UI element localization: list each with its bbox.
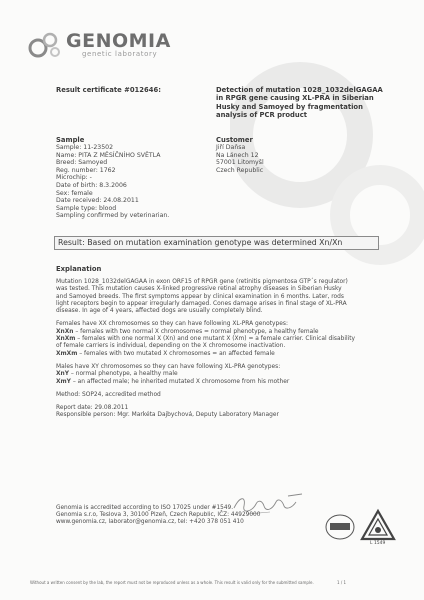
footer-line: www.genomia.cz, laborator@genomia.cz, tel: +420 378 051 410 bbox=[56, 519, 244, 526]
genotype-text: – an affected male; he inherited mutated X chromosome from his mother bbox=[70, 378, 290, 385]
badge-label: L 1549 bbox=[370, 541, 386, 546]
report-info bbox=[56, 405, 386, 420]
method-line: Method: SOP24, accredited method bbox=[56, 391, 161, 398]
sample-line: Sample type: blood bbox=[56, 204, 117, 212]
sample-line: Reg. number: 1762 bbox=[56, 166, 116, 174]
genotype-text: – normal phenotype, a healthy male bbox=[69, 371, 178, 378]
females-paragraph bbox=[56, 321, 386, 357]
fineprint bbox=[30, 580, 400, 585]
sample-section bbox=[56, 136, 169, 220]
intro-line: and Samoyed breeds. The first symptoms appear by clinical examination in 6 months. Later, rods bbox=[56, 293, 344, 300]
intro-line: was tested. This mutation causes X-linked progressive retinal atrophy diseases in Siberian Husky bbox=[56, 286, 342, 293]
brand-tagline: genetic laboratory bbox=[82, 50, 158, 58]
customer-line: Jiří Daňsa bbox=[216, 144, 246, 151]
ilac-mra-icon bbox=[326, 515, 354, 539]
footer-line: Genomia is accredited according to ISO 17025 under #1549. bbox=[56, 505, 234, 511]
genomia-logo-icon bbox=[28, 30, 62, 60]
sample-line: Date received: 24.08.2011 bbox=[56, 197, 139, 205]
intro-line: light receptors begin to appear irregularly damaged. Cones damage arises in final stage of XL-PRA bbox=[56, 300, 347, 307]
page-number: 1 / 1 bbox=[337, 580, 347, 585]
test-description: Detection of mutation 1028_1032delGAGAA in RPGR gene causing XL-PRA in Siberian Husky and Samoyed by fragmentation analysis of PCR product bbox=[216, 86, 383, 120]
sample-line: Name: PITA Z MĚSÍČNÍHO SVĚTLA bbox=[56, 151, 161, 159]
genotype-code: XmY bbox=[56, 378, 71, 385]
genomia-logo bbox=[28, 30, 171, 60]
accreditation-badges bbox=[320, 505, 400, 550]
sample-line: Sample: 11-23502 bbox=[56, 144, 114, 151]
females-continuation: of female carriers is individual, depending on the X chromosome inactivation. bbox=[56, 343, 286, 350]
genotype-code: XnY bbox=[56, 371, 70, 378]
females-intro: Females have XX chromosomes so they can have following XL-PRA genotypes: bbox=[56, 321, 288, 328]
brand-name: GENOMIA bbox=[66, 30, 171, 52]
customer-heading: Customer bbox=[216, 136, 253, 144]
sample-heading: Sample bbox=[56, 136, 85, 144]
certificate-number: Result certificate #012646: bbox=[56, 86, 161, 94]
sample-line: Sampling confirmed by veterinarian. bbox=[56, 212, 170, 220]
males-paragraph bbox=[56, 364, 386, 386]
genotype-code: XmXm bbox=[56, 350, 78, 357]
explanation-section bbox=[56, 265, 386, 426]
report-date: Report date: 29.08.2011 bbox=[56, 405, 129, 412]
genotype-text: – females with two mutated X chromosomes = an affected female bbox=[77, 350, 275, 357]
footer-line: Genomia s.r.o, Teslova 3, 30100 Plzeň, Czech Republic, IČZ: 44929000 bbox=[56, 512, 261, 519]
sample-line: Breed: Samoyed bbox=[56, 159, 108, 167]
sample-line: Date of birth: 8.3.2006 bbox=[56, 181, 127, 189]
genotype-code: XnXm bbox=[56, 336, 76, 343]
result-box: Result: Based on mutation examination genotype was determined Xn/Xn bbox=[54, 236, 379, 250]
customer-section bbox=[216, 136, 264, 174]
intro-paragraph bbox=[56, 279, 386, 315]
intro-line: Mutation 1028_1032delGAGAA in exon ORF15 of RPGR gene (retinitis pigmentosa GTP´s regulator) bbox=[56, 279, 348, 285]
customer-line: Na Lánech 12 bbox=[216, 151, 259, 159]
genotype-text: – females with one normal X (Xn) and one mutant X (Xm) = a female carrier. Clinical disability bbox=[75, 336, 356, 343]
cia-triangle-icon bbox=[362, 511, 394, 539]
sample-line: Microchip: - bbox=[56, 174, 92, 182]
customer-line: 57001 Litomyšl bbox=[216, 159, 264, 167]
intro-line: disease. In age of 4 years, affected dogs are usually completely blind. bbox=[56, 308, 263, 315]
males-intro: Males have XY chromosomes so they can have following XL-PRA genotypes: bbox=[56, 363, 281, 370]
footer-contact bbox=[56, 505, 296, 527]
sample-line: Sex: female bbox=[56, 189, 93, 197]
customer-line: Czech Republic bbox=[216, 166, 264, 174]
explanation-heading: Explanation bbox=[56, 265, 102, 273]
genotype-text: – females with two normal X chromosomes = normal phenotype, a healthy female bbox=[73, 328, 319, 335]
genotype-code: XnXn bbox=[56, 328, 74, 335]
fineprint-text: Without a written consent by the lab, the report must not be reproduced unless as a whole. This result is valid only for the submitted sample. bbox=[30, 580, 314, 585]
responsible-person: Responsible person: Mgr. Markéta Dajbychová, Deputy Laboratory Manager bbox=[56, 412, 279, 419]
